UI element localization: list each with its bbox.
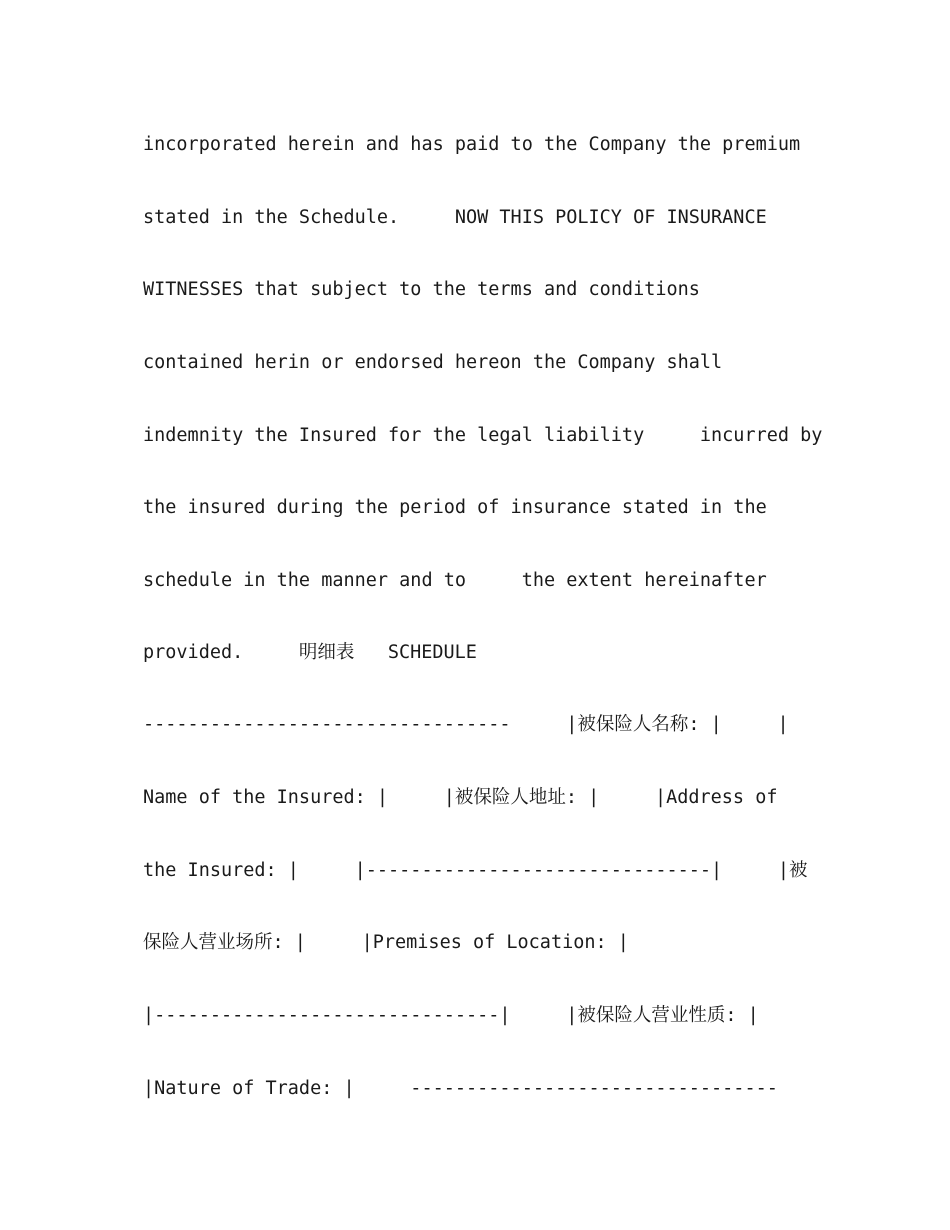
text-line: schedule in the manner and to the extent hereinafter <box>143 570 767 591</box>
text-line: |-------------------------------| |被保险人营业性质: | <box>143 1005 759 1026</box>
text-line: contained herin or endorsed hereon the Company shall <box>143 352 723 373</box>
text-line: 保险人营业场所: | |Premises of Location: | <box>143 932 629 953</box>
text-line: provided. 明细表 SCHEDULE <box>143 642 477 663</box>
text-line: the insured during the period of insurance stated in the <box>143 497 767 518</box>
text-line: indemnity the Insured for the legal liability incurred by <box>143 425 823 446</box>
text-line: the Insured: | |-------------------------------| |被 <box>143 860 808 881</box>
text-line: |Nature of Trade: | --------------------------------- <box>143 1078 778 1099</box>
text-line: --------------------------------- |被保险人名称: | | <box>143 714 789 735</box>
text-line: stated in the Schedule. NOW THIS POLICY OF INSURANCE <box>143 207 767 228</box>
text-line: WITNESSES that subject to the terms and conditions <box>143 279 700 300</box>
text-line: Name of the Insured: | |被保险人地址: | |Address of <box>143 787 778 808</box>
text-line: incorporated herein and has paid to the Company the premium <box>143 134 801 155</box>
